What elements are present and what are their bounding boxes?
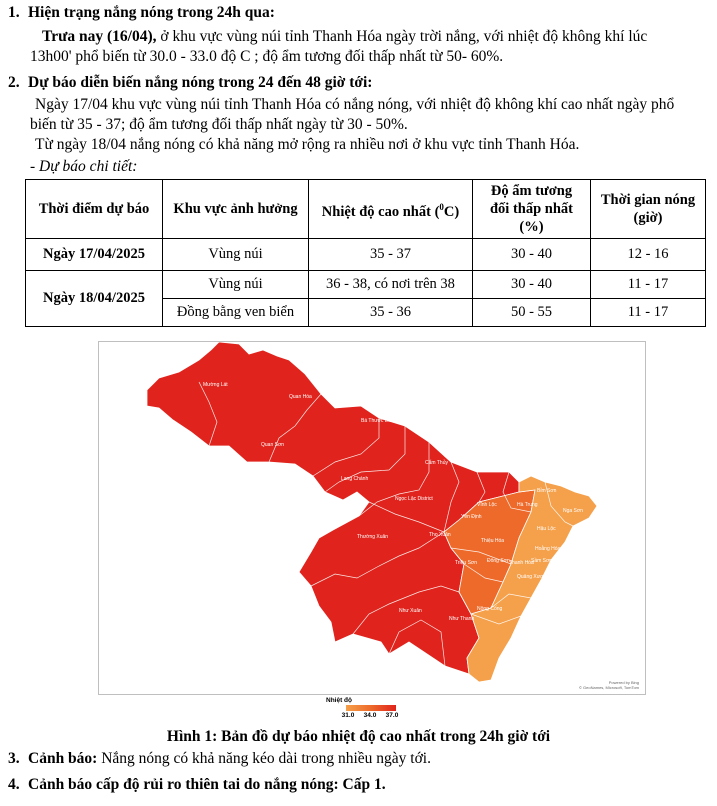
section-1-line-2: 13h00' phổ biến từ 30.0 - 33.0 độ C ; độ ẩm tương đối thấp nhất từ 50- 60%. [30, 48, 504, 65]
district-label: Quảng Xương [517, 574, 549, 580]
legend-color-bar [346, 705, 396, 711]
section-4-title [8, 776, 386, 794]
legend-tick: 34.0 [363, 712, 377, 719]
district-label: Bá Thước District [361, 418, 401, 424]
district-label: Quan Sơn [261, 442, 285, 448]
section-2-line-3: Từ ngày 18/04 nắng nóng có khả năng mở rộng ra nhiều nơi ở khu vực tỉnh Thanh Hóa. [35, 136, 580, 153]
row-1-hours: 12 - 16 [591, 239, 706, 271]
header-temp-degree: 0 [439, 201, 444, 212]
row-3-temp: 35 - 36 [309, 299, 473, 327]
district-label: Nga Sơn [563, 508, 583, 514]
district-label: Như Thanh [449, 616, 475, 622]
district-label: Thọ Xuân [429, 532, 451, 538]
row-2-day: Ngày 18/04/2025 [26, 271, 163, 327]
district-label: Hoằng Hóa [535, 546, 561, 552]
section-1-line-1 [42, 28, 647, 46]
section-3-number: 3. [8, 750, 20, 767]
temperature-map [98, 341, 646, 695]
section-3 [8, 750, 431, 768]
row-3-humidity: 50 - 55 [473, 299, 591, 327]
district-label: Bỉm Sơn [537, 488, 557, 494]
legend-tick: 31.0 [341, 712, 355, 719]
header-area: Khu vực ảnh hưởng [163, 180, 309, 239]
section-3-text: Nắng nóng có khả năng kéo dài trong nhiều ngày tới. [97, 750, 431, 767]
section-2-line-2: biến từ 35 - 37; độ ẩm tương đối thấp nhất ngày từ 30 - 50%. [30, 116, 408, 133]
row-2-humidity: 30 - 40 [473, 271, 591, 299]
district-label: Cẩm Thủy [425, 460, 448, 466]
section-1-title-text: Hiện trạng nắng nóng trong 24h qua: [28, 4, 275, 21]
map-credit [579, 680, 639, 690]
row-2-area: Vùng núi [163, 271, 309, 299]
section-1-date: Trưa nay (16/04), [42, 28, 157, 45]
legend-ticks [337, 712, 407, 719]
district-label: Triệu Sơn [455, 560, 477, 566]
district-label: Hà Trung [517, 502, 538, 508]
section-1-title [8, 4, 275, 22]
table-row [26, 271, 706, 299]
section-2-title-text: Dự báo diễn biến nắng nóng trong 24 đến 48 giờ tới: [28, 74, 373, 91]
district-label: Nông Cống [477, 606, 503, 612]
header-humidity-line-3: (%) [519, 219, 544, 235]
header-duration [591, 180, 706, 239]
district-label: Thường Xuân [357, 534, 389, 540]
district-label: Quan Hóa [289, 394, 312, 400]
header-humidity [473, 180, 591, 239]
district-label: Tĩnh Gia [507, 652, 527, 658]
header-duration-line-1: Thời gian nóng [600, 192, 696, 208]
district-label: Thạch Thành District [471, 466, 518, 472]
district-label: Mường Lát [203, 382, 228, 388]
district-label: Sầm Sơn [531, 558, 553, 564]
row-3-hours: 11 - 17 [591, 299, 706, 327]
detail-label: - Dự báo chi tiết: [30, 158, 138, 175]
district-label: Yên Định [461, 514, 482, 520]
row-1-day: Ngày 17/04/2025 [26, 239, 163, 271]
legend-title: Nhiệt độ [326, 697, 352, 704]
header-temp-label: Nhiệt độ cao nhất ( [321, 203, 440, 220]
section-2-line-1: Ngày 17/04 khu vực vùng núi tỉnh Thanh Hóa có nắng nóng, với nhiệt độ không khí cao nhất ngày phổ [35, 96, 675, 113]
header-humidity-line-2: đối thấp nhất [489, 201, 573, 217]
map-credit-line-2: © GeoNames, Microsoft, TomTom [579, 685, 639, 690]
section-1-number: 1. [8, 4, 20, 21]
header-duration-line-2: (giờ) [633, 210, 663, 226]
district-label: Hậu Lộc [537, 526, 556, 532]
district-label: Vĩnh Lộc [477, 502, 497, 508]
figure-caption: Hình 1: Bản đồ dự báo nhiệt độ cao nhất trong 24h giờ tới [166, 728, 551, 745]
map-region-mountain [147, 342, 519, 674]
row-1-temp: 35 - 37 [309, 239, 473, 271]
table-row [26, 239, 706, 271]
row-3-area: Đồng bằng ven biển [163, 299, 309, 327]
section-3-label: Cảnh báo: [28, 750, 98, 767]
district-label: Đông Sơn [487, 558, 510, 564]
section-4-number: 4. [8, 776, 20, 793]
district-label: Ngọc Lặc District [395, 496, 433, 502]
district-label: Thiệu Hóa [481, 538, 505, 544]
forecast-table [25, 179, 706, 327]
map-legend [326, 697, 416, 719]
map-credit-line-1: Powered by Bing [608, 680, 639, 685]
section-4-title-text: Cảnh báo cấp độ rủi ro thiên tai do nắng nóng: Cấp 1. [28, 776, 386, 793]
map-canvas [99, 342, 645, 694]
header-time: Thời điểm dự báo [26, 180, 163, 239]
section-2-number: 2. [8, 74, 20, 91]
row-1-area: Vùng núi [163, 239, 309, 271]
district-label: Lang Chánh [341, 476, 369, 482]
section-1-line-1-text: ở khu vực vùng núi tỉnh Thanh Hóa ngày trời nắng, với nhiệt độ không khí lúc [156, 28, 648, 45]
legend-tick: 37.0 [385, 712, 399, 719]
district-label: Như Xuân [399, 608, 422, 614]
table-header-row [26, 180, 706, 239]
row-2-hours: 11 - 17 [591, 271, 706, 299]
section-2-title [8, 74, 372, 92]
header-temp-unit: C) [443, 203, 460, 220]
row-1-humidity: 30 - 40 [473, 239, 591, 271]
district-label: Thanh Hóa [509, 560, 534, 566]
header-humidity-line-1: Độ ẩm tương [490, 183, 573, 199]
row-2-temp: 36 - 38, có nơi trên 38 [309, 271, 473, 299]
header-temp [309, 180, 473, 239]
